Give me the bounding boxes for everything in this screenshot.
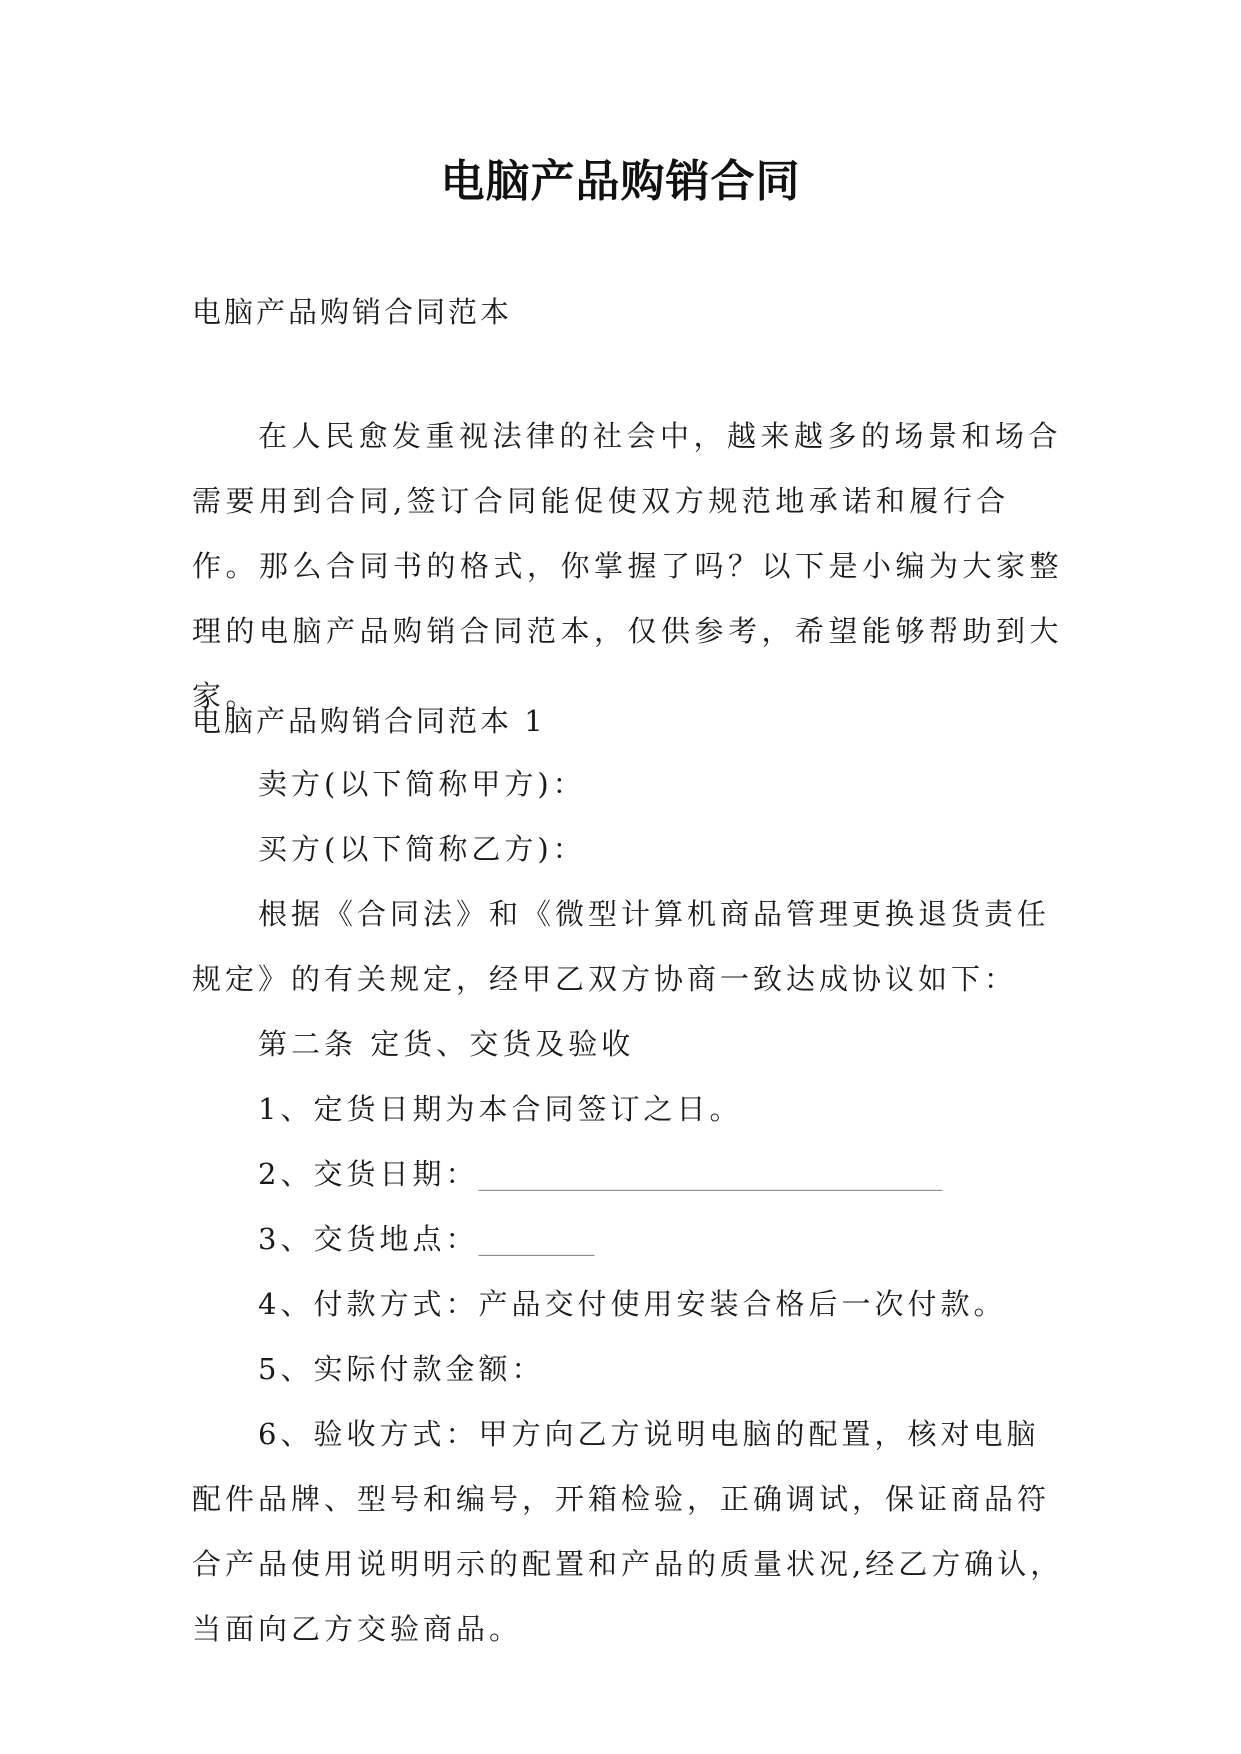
delivery-date-label: 2、交货日期：: [258, 1157, 479, 1191]
basis-paragraph: 根据《合同法》和《微型计算机商品管理更换退货责任规定》的有关规定，经甲乙双方协商一致达成协议如下：: [192, 897, 1051, 996]
buyer-line: 买方(以下简称乙方)：: [258, 832, 586, 866]
delivery-location-blank: ________: [478, 1222, 595, 1256]
section-heading: 电脑产品购销合同范本 1: [192, 704, 546, 738]
delivery-date-blank: ________________________________: [478, 1157, 943, 1191]
item-delivery-date: [192, 1142, 1070, 1207]
item-acceptance-method: 6、验收方式：甲方向乙方说明电脑的配置，核对电脑配件品牌、型号和编号，开箱检验，正确调试，保证商品符合产品使用说明明示的配置和产品的质量状况,经乙方确认，当面向乙方交验商品。: [192, 1417, 1064, 1646]
document-subtitle: 电脑产品购销合同范本: [192, 295, 513, 329]
delivery-location-label: 3、交货地点：: [258, 1222, 479, 1256]
item-payment-method: 4、付款方式：产品交付使用安装合格后一次付款。: [258, 1287, 1007, 1321]
article-2-heading: 第二条 定货、交货及验收: [258, 1027, 635, 1061]
item-order-date: 1、定货日期为本合同签订之日。: [258, 1092, 743, 1126]
seller-line: 卖方(以下简称甲方)：: [258, 767, 586, 801]
item-payment-amount: 5、实际付款金额：: [258, 1352, 545, 1386]
document-title: 电脑产品购销合同: [440, 156, 801, 207]
intro-paragraph: 在人民愈发重视法律的社会中，越来越多的场景和场合需要用到合同,签订合同能促使双方规范地承诺和履行合作。那么合同书的格式，你掌握了吗？以下是小编为大家整理的电脑产品购销合同范本，仅供参考，希望能够帮助到大家。: [192, 419, 1064, 713]
contract-body: [192, 752, 1070, 1662]
item-delivery-location: [192, 1207, 1070, 1272]
